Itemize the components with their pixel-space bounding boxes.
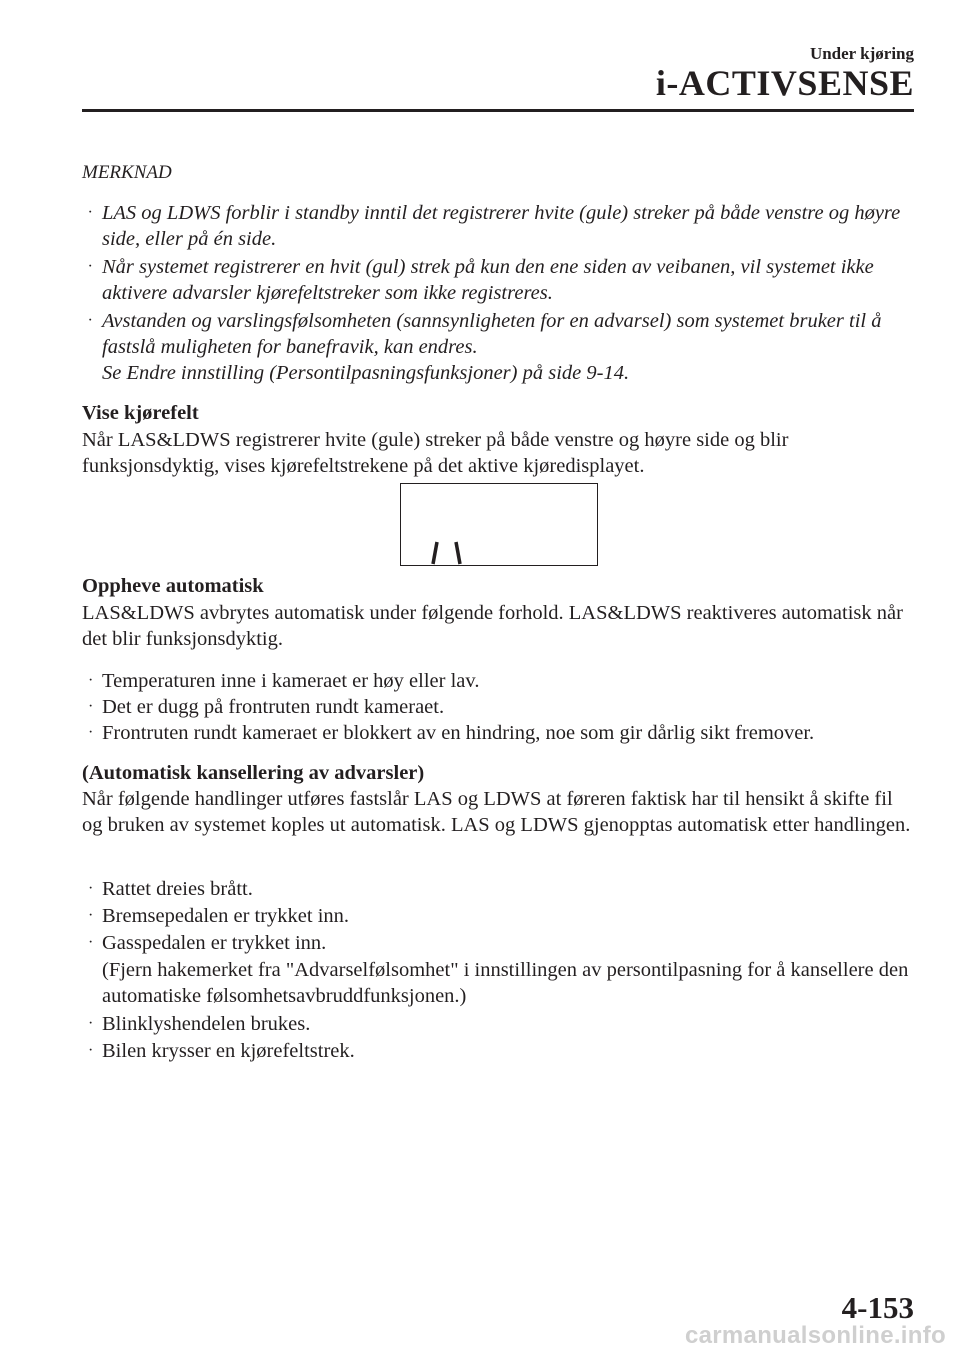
page-number: 4-153 <box>841 1290 914 1325</box>
paragraph-auto-cancel: Når følgende handlinger utføres fastslår LAS og LDWS at føreren faktisk har til hensikt å skifte fil og bruken av systemet koples ut automatisk. LAS og LDWS gjenopptas automatisk etter handlingen. <box>82 788 911 836</box>
list-item-text: Gasspedalen er trykket inn. <box>102 932 327 954</box>
list-item-text: Blinklyshendelen brukes. <box>102 1013 311 1035</box>
note-item <box>82 308 916 360</box>
note-item <box>82 200 916 252</box>
bullet-icon: · <box>88 934 94 951</box>
list-item-text: Bremsepedalen er trykket inn. <box>102 905 350 927</box>
see-also-link[interactable]: Se Endre innstilling (Persontilpasningsfunksjoner) på side 9-14. <box>102 362 630 384</box>
section-subtitle: Under kjøring <box>809 44 914 63</box>
note-see-also <box>82 360 916 386</box>
header-rule <box>82 109 914 112</box>
list-item <box>82 668 916 694</box>
list-item <box>82 1038 916 1064</box>
list-item <box>82 720 916 746</box>
lane-display-illustration <box>400 483 598 566</box>
list-item <box>82 930 916 956</box>
heading-lanes: Vise kjørefelt <box>82 402 199 424</box>
note-item <box>82 254 916 306</box>
note-title: MERKNAD <box>82 162 172 183</box>
left-lane-line <box>433 542 437 564</box>
bullet-icon: · <box>88 204 92 221</box>
bullet-icon: · <box>88 907 94 924</box>
page-title: i-ACTIVSENSE <box>655 63 914 103</box>
list-item-note-text: (Fjern hakemerket fra "Advarselfølsomhet" i innstillingen av persontilpasning for å kansellere den automatiske følsomhetsavbruddfunksjonen.) <box>102 959 909 1007</box>
list-item-text: Bilen krysser en kjørefeltstrek. <box>102 1040 355 1062</box>
heading-auto-cancel: (Automatisk kansellering av advarsler) <box>82 762 425 784</box>
list-item-text: Rattet dreies brått. <box>102 878 253 900</box>
list-item <box>82 1011 916 1037</box>
bullet-icon: · <box>88 880 94 897</box>
list-item <box>82 694 916 720</box>
bullet-icon: · <box>88 698 94 715</box>
paragraph-lanes: Når LAS&LDWS registrerer hvite (gule) streker på både venstre og høyre side og blir funksjonsdyktig, vises kjørefeltstrekene på det aktive kjøredisplayet. <box>82 429 789 477</box>
note-item-text: LAS og LDWS forblir i standby inntil det registrerer hvite (gule) streker på både venstre og høyre side, eller på én side. <box>102 202 901 250</box>
list-item-text: Det er dugg på frontruten rundt kameraet. <box>102 696 445 718</box>
list-item-text: Temperaturen inne i kameraet er høy eller lav. <box>102 670 480 692</box>
watermark: carmanualsonline.info <box>684 1322 946 1349</box>
bullet-icon: · <box>88 1042 94 1059</box>
bullet-icon: · <box>88 258 92 275</box>
heading-cancel: Oppheve automatisk <box>82 575 264 597</box>
right-lane-line <box>456 542 460 564</box>
bullet-icon: · <box>88 1015 94 1032</box>
bullet-icon: · <box>88 724 94 741</box>
bullet-icon: · <box>88 672 94 689</box>
lane-lines-icon <box>401 484 599 567</box>
list-item-text: Frontruten rundt kameraet er blokkert av en hindring, noe som gir dårlig sikt fremover. <box>102 722 815 744</box>
paragraph-cancel: LAS&LDWS avbrytes automatisk under følgende forhold. LAS&LDWS reaktiveres automatisk når det blir funksjonsdyktig. <box>82 602 903 650</box>
list-item <box>82 903 916 929</box>
note-item-text: Når systemet registrerer en hvit (gul) strek på kun den ene siden av veibanen, vil systemet ikke aktivere advarsler kjørefeltstreker som ikke registreres. <box>102 256 874 304</box>
list-item <box>82 876 916 902</box>
list-item-note <box>82 957 916 1009</box>
bullet-icon: · <box>88 312 92 329</box>
note-item-text: Avstanden og varslingsfølsomheten (sannsynligheten for en advarsel) som systemet bruker til å fastslå muligheten for banefravik, kan endres. <box>102 310 882 358</box>
